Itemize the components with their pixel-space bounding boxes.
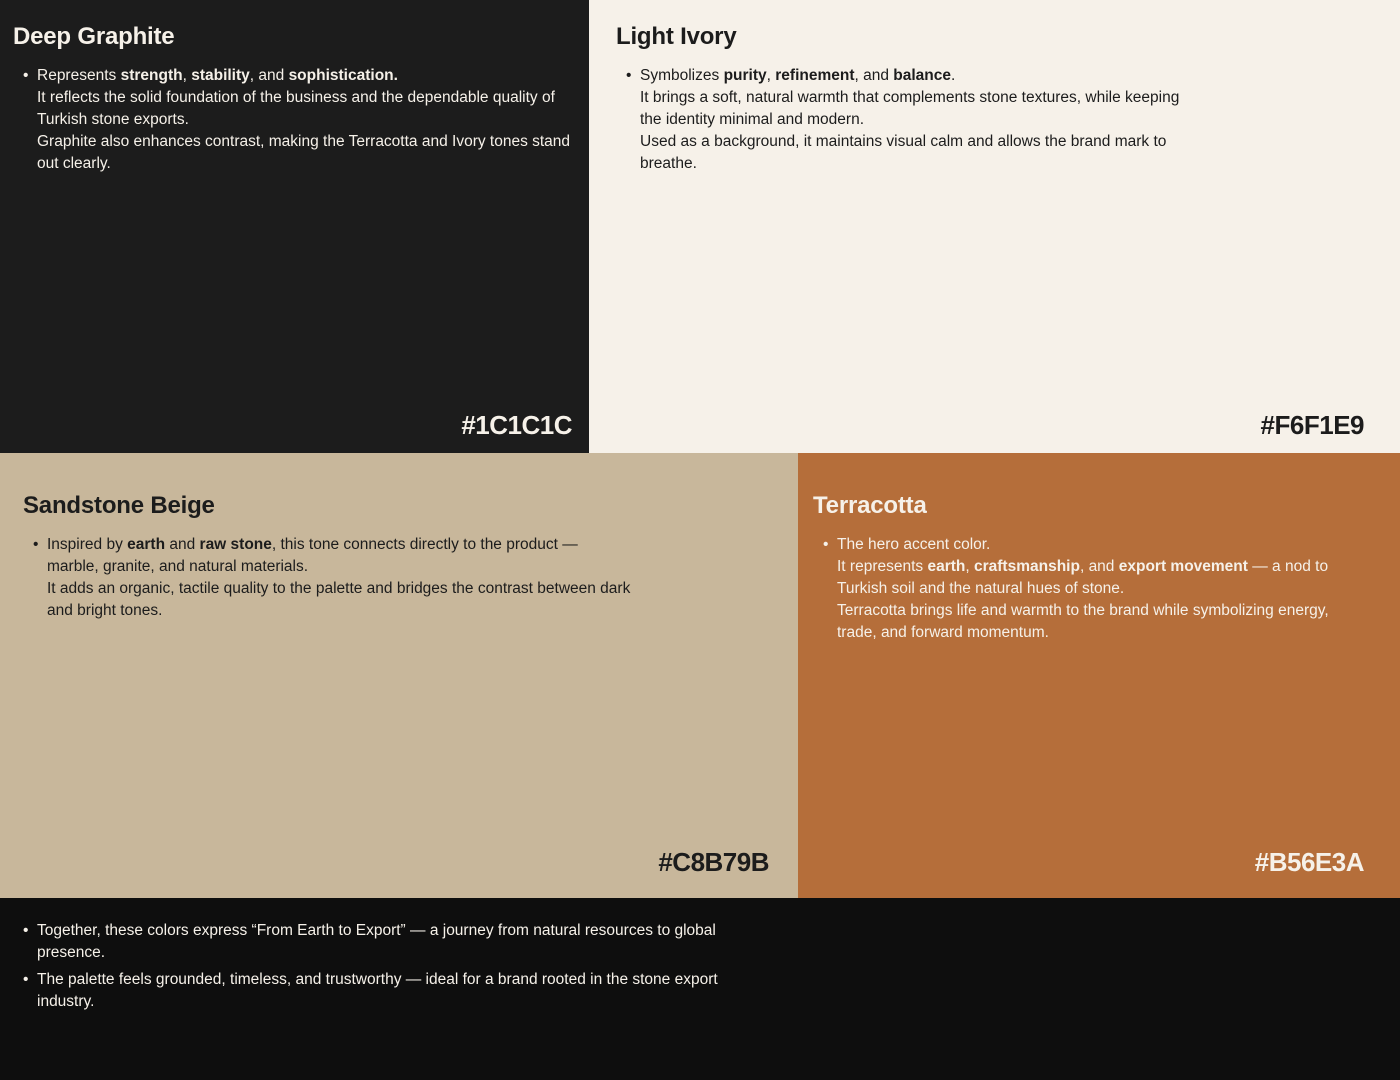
list-item xyxy=(23,65,573,175)
summary-item: • Together, these colors express “From Earth to Export” — a journey from natural resources to global presence. xyxy=(23,920,763,964)
hex-code: #F6F1E9 xyxy=(1260,410,1364,440)
swatch-description-list xyxy=(33,534,633,622)
hex-code: #1C1C1C xyxy=(461,410,572,440)
hex-code: #B56E3A xyxy=(1254,847,1364,877)
description-line: • The hero accent color. xyxy=(837,536,991,553)
description-line: Terracotta brings life and warmth to the brand while symbolizing energy, trade, and forward momentum. xyxy=(837,602,1329,641)
description-line: Graphite also enhances contrast, making the Terracotta and Ivory tones stand out clearly. xyxy=(37,133,571,172)
swatch-title: Sandstone Beige xyxy=(23,492,215,519)
swatch-description-list xyxy=(626,65,1186,175)
palette-summary xyxy=(0,898,1400,1080)
description-line: It represents earth, craftsmanship, and export movement — a nod to Turkish soil and the natural hues of stone. xyxy=(837,558,1329,597)
description-line: • Represents strength, stability, and sophistication. xyxy=(37,67,398,84)
hex-code: #C8B79B xyxy=(658,847,769,877)
swatch-light-ivory xyxy=(589,0,1400,453)
summary-list xyxy=(23,920,763,1018)
swatch-description-list xyxy=(23,65,573,175)
description-line: It adds an organic, tactile quality to the palette and bridges the contrast between dark and bright tones. xyxy=(47,580,631,619)
swatch-terracotta xyxy=(798,453,1400,898)
swatch-title: Light Ivory xyxy=(616,23,737,50)
swatch-sandstone-beige xyxy=(0,453,798,898)
description-line: It brings a soft, natural warmth that complements stone textures, while keeping the identity minimal and modern. xyxy=(640,89,1180,128)
description-line: • Inspired by earth and raw stone, this tone connects directly to the product — marble, granite, and natural materials. xyxy=(47,536,578,575)
swatch-title: Deep Graphite xyxy=(13,23,175,50)
swatch-deep-graphite xyxy=(0,0,589,453)
description-line: It reflects the solid foundation of the business and the dependable quality of Turkish stone exports. xyxy=(37,89,555,128)
list-item xyxy=(626,65,1186,175)
description-line: Used as a background, it maintains visual calm and allows the brand mark to breathe. xyxy=(640,133,1167,172)
description-line: • Symbolizes purity, refinement, and balance. xyxy=(640,67,956,84)
list-item xyxy=(823,534,1363,644)
summary-item: • The palette feels grounded, timeless, and trustworthy — ideal for a brand rooted in the stone export industry. xyxy=(23,969,763,1013)
list-item xyxy=(33,534,633,622)
swatch-title: Terracotta xyxy=(813,492,927,519)
swatch-description-list xyxy=(823,534,1363,644)
